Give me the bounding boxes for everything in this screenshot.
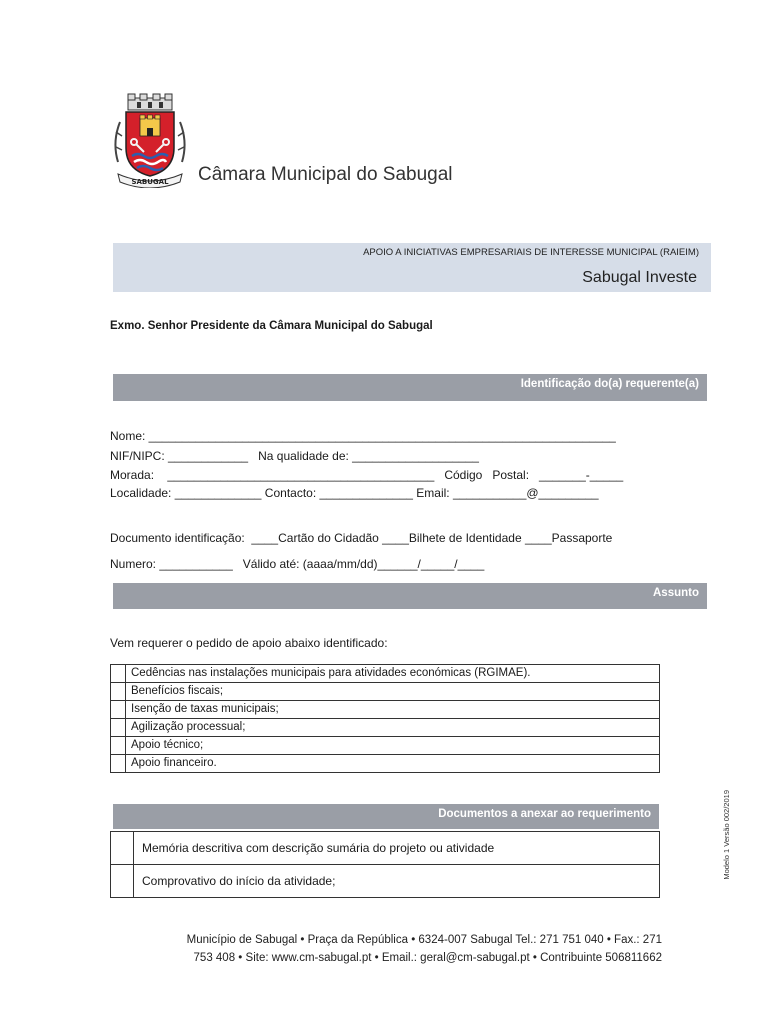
option-checkbox-rgimae[interactable] [111,665,126,683]
program-subtitle: APOIO A INICIATIVAS EMPRESARIAIS DE INTERESSE MUNICIPAL (RAIEIM) [363,247,699,258]
document-label: Memória descritiva com descrição sumária do projeto ou atividade [134,832,660,865]
section-title-identification: Identificação do(a) requerente(a) [520,378,699,390]
option-label: Benefícios fiscais; [126,683,660,701]
table-row [111,683,660,701]
field-morada-codigo-postal[interactable]: Morada: ________________________________________ Código Postal: _______-_____ [110,468,624,482]
municipal-crest-logo [110,92,190,188]
field-nif-qualidade[interactable]: NIF/NIPC: ____________ Na qualidade de: ___________________ [110,449,479,463]
documents-table [110,831,660,898]
municipality-name: Câmara Municipal do Sabugal [198,164,453,185]
option-checkbox-apoio-tecnico[interactable] [111,737,126,755]
section-bar-documents [113,804,659,829]
option-checkbox-agilizacao[interactable] [111,719,126,737]
addressee-salutation: Exmo. Senhor Presidente da Câmara Municipal do Sabugal [110,320,433,332]
request-statement: Vem requerer o pedido de apoio abaixo identificado: [110,636,388,650]
program-header-box [113,243,711,292]
table-row [111,737,660,755]
document-checkbox-comprovativo[interactable] [111,865,134,898]
option-label: Apoio financeiro. [126,755,660,773]
section-title-subject: Assunto [653,587,699,599]
crest-ribbon-text: SABUGAL [131,178,169,186]
table-row [111,865,660,898]
footer-contact-info [110,931,662,967]
section-bar-subject [113,583,707,609]
program-title: Sabugal Investe [582,269,697,286]
form-version-note: Modelo 1 Versão 002/2019 [722,790,731,880]
option-checkbox-isencao-taxas[interactable] [111,701,126,719]
field-nome[interactable]: Nome: ______________________________________________________________________ [110,429,616,443]
support-options-table [110,664,660,773]
table-row [111,719,660,737]
table-row [111,665,660,683]
option-checkbox-beneficios-fiscais[interactable] [111,683,126,701]
option-label: Apoio técnico; [126,737,660,755]
document-checkbox-memoria[interactable] [111,832,134,865]
section-bar-identification [113,374,707,401]
table-row [111,755,660,773]
footer-line: Município de Sabugal • Praça da República • 6324-007 Sabugal Tel.: 271 751 040 • Fax.: 271 [186,934,662,946]
field-documento-identificacao[interactable]: Documento identificação: ____Cartão do Cidadão ____Bilhete de Identidade ____Passaporte [110,531,613,545]
field-localidade-contacto-email[interactable]: Localidade: _____________ Contacto: ______________ Email: ___________@_________ [110,486,599,500]
document-label: Comprovativo do início da atividade; [134,865,660,898]
option-label: Cedências nas instalações municipais para atividades económicas (RGIMAE). [126,665,660,683]
footer-line: 753 408 • Site: www.cm-sabugal.pt • Email.: geral@cm-sabugal.pt • Contribuinte 506811662 [193,952,662,964]
field-numero-validade[interactable]: Numero: ___________ Válido até: (aaaa/mm/dd)______/_____/____ [110,557,485,571]
mural-crown-icon [128,94,172,110]
option-checkbox-apoio-financeiro[interactable] [111,755,126,773]
option-label: Isenção de taxas municipais; [126,701,660,719]
castle-icon [140,115,160,136]
table-row [111,832,660,865]
section-title-documents: Documentos a anexar ao requerimento [438,808,651,820]
option-label: Agilização processual; [126,719,660,737]
table-row [111,701,660,719]
